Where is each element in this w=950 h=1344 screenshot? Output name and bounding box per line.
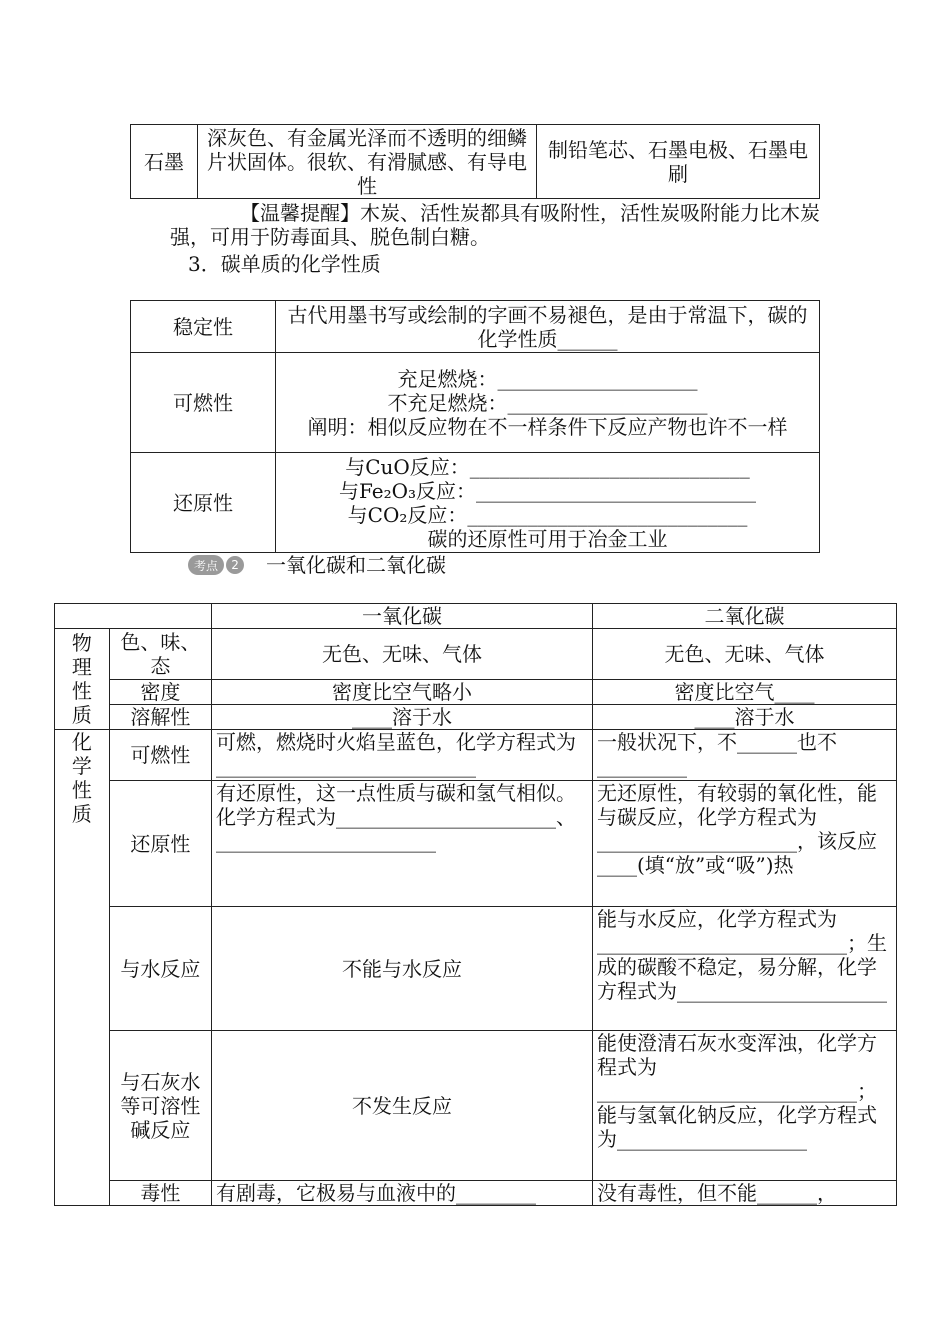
co-color: 无色、无味、气体 bbox=[212, 629, 593, 680]
co-solubility: ____溶于水 bbox=[212, 705, 593, 730]
group-physical: 物理性质 bbox=[55, 629, 110, 730]
graphite-uses: 制铅笔芯、石墨电极、石墨电刷 bbox=[537, 125, 820, 199]
co2-solubility: ____溶于水 bbox=[593, 705, 897, 730]
co-reduction: 有还原性，这一点性质与碳和氢气相似。化学方程式为______________________、______________________ bbox=[212, 781, 593, 907]
row-content-stability: 古代用墨书写或绘制的字画不易褪色，是由于常温下，碳的化学性质______ bbox=[276, 301, 820, 353]
graphite-properties: 深灰色、有金属光泽而不透明的细鳞片状固体。很软、有滑腻感、有导电性 bbox=[198, 125, 537, 199]
header-co: 一氧化碳 bbox=[212, 604, 593, 629]
reaction-co2: 与CO₂反应：____________________________ bbox=[347, 502, 748, 527]
co2-reduction: 无还原性，有较弱的氧化性，能与碳反应，化学方程式为____________________，该反应____(填“放”或“吸”)热 bbox=[593, 781, 897, 907]
incomplete-combustion: 不充足燃烧：____________________ bbox=[387, 390, 708, 415]
co2-water: 能与水反应，化学方程式为_________________________；生成的碳酸不稳定，易分解，化学方程式为_____________________ bbox=[593, 907, 897, 1031]
group-chemical: 化学性质 bbox=[55, 730, 110, 1206]
graphite-table bbox=[130, 124, 820, 199]
kaodian-number: 2 bbox=[226, 556, 244, 574]
co-co2-comparison-table bbox=[54, 603, 897, 1206]
graphite-name: 石墨 bbox=[131, 125, 198, 199]
co2-toxicity: 没有毒性，但不能______， bbox=[593, 1181, 897, 1206]
header-co2: 二氧化碳 bbox=[593, 604, 897, 629]
row-label-combustibility: 可燃性 bbox=[131, 353, 276, 453]
reducibility-use: 碳的还原性可用于冶金工业 bbox=[427, 526, 668, 551]
kaodian-badge: 考点 bbox=[188, 555, 224, 575]
warm-tip: 【温馨提醒】木炭、活性炭都具有吸附性，活性炭吸附能力比木炭强，可用于防毒面具、脱色制白糖。 bbox=[170, 201, 820, 249]
label-density: 密度 bbox=[109, 680, 211, 705]
label-base: 与石灰水等可溶性碱反应 bbox=[109, 1031, 211, 1181]
co-combustion: 可燃，燃烧时火焰呈蓝色，化学方程式为__________________________ bbox=[212, 730, 593, 781]
co2-combustion: 一般状况下，不______也不_________ bbox=[593, 730, 897, 781]
label-solubility: 溶解性 bbox=[109, 705, 211, 730]
reaction-cuo: 与CuO反应：____________________________ bbox=[345, 454, 750, 479]
header-empty bbox=[55, 604, 212, 629]
label-combustion: 可燃性 bbox=[109, 730, 211, 781]
label-water: 与水反应 bbox=[109, 907, 211, 1031]
combustion-note: 阐明：相似反应物在不一样条件下反应产物也许不一样 bbox=[307, 414, 788, 439]
co2-color: 无色、无味、气体 bbox=[593, 629, 897, 680]
complete-combustion: 充足燃烧：____________________ bbox=[397, 366, 698, 391]
co-base: 不发生反应 bbox=[212, 1031, 593, 1181]
carbon-chemical-properties-table bbox=[130, 300, 820, 553]
label-reduction: 还原性 bbox=[109, 781, 211, 907]
section-3-title: 3．碳单质的化学性质 bbox=[188, 252, 381, 276]
reaction-fe2o3: 与Fe₂O₃反应：____________________________ bbox=[338, 478, 757, 503]
row-label-stability: 稳定性 bbox=[131, 301, 276, 353]
kaodian-heading bbox=[188, 553, 446, 577]
co-density: 密度比空气略小 bbox=[212, 680, 593, 705]
kaodian-title: 一氧化碳和二氧化碳 bbox=[266, 553, 447, 577]
co2-base: 能使澄清石灰水变浑浊，化学方程式为__________________________；能与氢氧化钠反应，化学方程式为___________________ bbox=[593, 1031, 897, 1181]
row-label-reducibility: 还原性 bbox=[131, 453, 276, 553]
co-toxicity: 有剧毒，它极易与血液中的________ bbox=[212, 1181, 593, 1206]
co-water: 不能与水反应 bbox=[212, 907, 593, 1031]
label-color: 色、味、态 bbox=[109, 629, 211, 680]
co2-density: 密度比空气____ bbox=[593, 680, 897, 705]
label-toxicity: 毒性 bbox=[109, 1181, 211, 1206]
